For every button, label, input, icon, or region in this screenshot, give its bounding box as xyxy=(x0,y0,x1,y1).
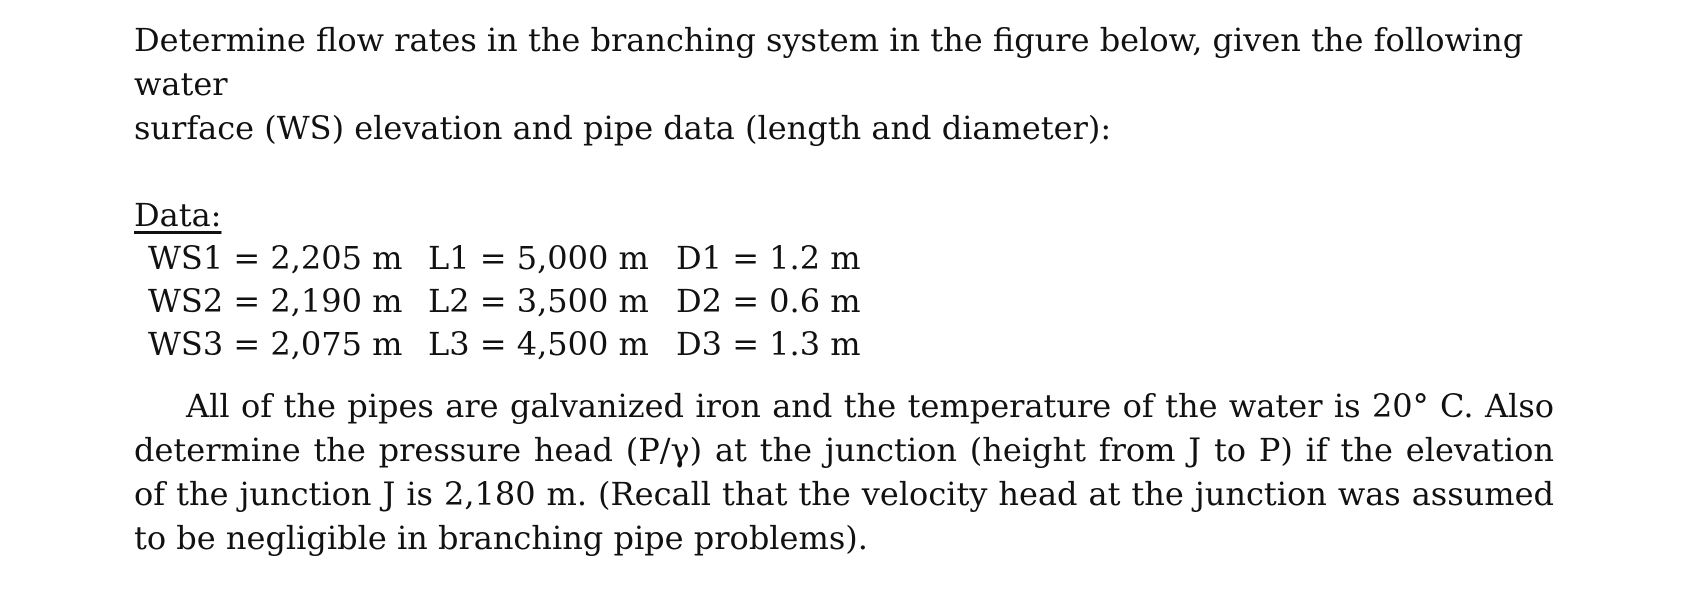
l3-value: L3 = 4,500 m xyxy=(428,325,649,363)
problem-statement xyxy=(134,18,1554,560)
l2-value: L2 = 3,500 m xyxy=(428,282,649,320)
data-row-2 xyxy=(148,280,876,323)
intro-line-1: Determine flow rates in the branching system in the figure below, given the following water xyxy=(134,21,1524,103)
d1-value: D1 = 1.2 m xyxy=(676,239,861,277)
data-row-1 xyxy=(148,237,876,280)
body-paragraph: All of the pipes are galvanized iron and the temperature of the water is 20° C. Also determine the pressure head (P/γ) at the junction (height from J to P) if the elevation of the junction J is 2,180 m. (Recall that the velocity head at the junction was assumed to be negligible in branching pipe problems). xyxy=(134,387,1554,557)
d3-value: D3 = 1.3 m xyxy=(676,325,861,363)
intro-paragraph xyxy=(134,18,1554,150)
ws1-value: WS1 = 2,205 m xyxy=(148,239,403,277)
pipe-data-table xyxy=(148,237,876,366)
l1-value: L1 = 5,000 m xyxy=(428,239,649,277)
ws3-value: WS3 = 2,075 m xyxy=(148,325,403,363)
d2-value: D2 = 0.6 m xyxy=(676,282,861,320)
ws2-value: WS2 = 2,190 m xyxy=(148,282,403,320)
data-heading: Data: xyxy=(134,196,222,234)
data-row-3 xyxy=(148,323,876,366)
intro-line-2: surface (WS) elevation and pipe data (length and diameter): xyxy=(134,109,1112,147)
